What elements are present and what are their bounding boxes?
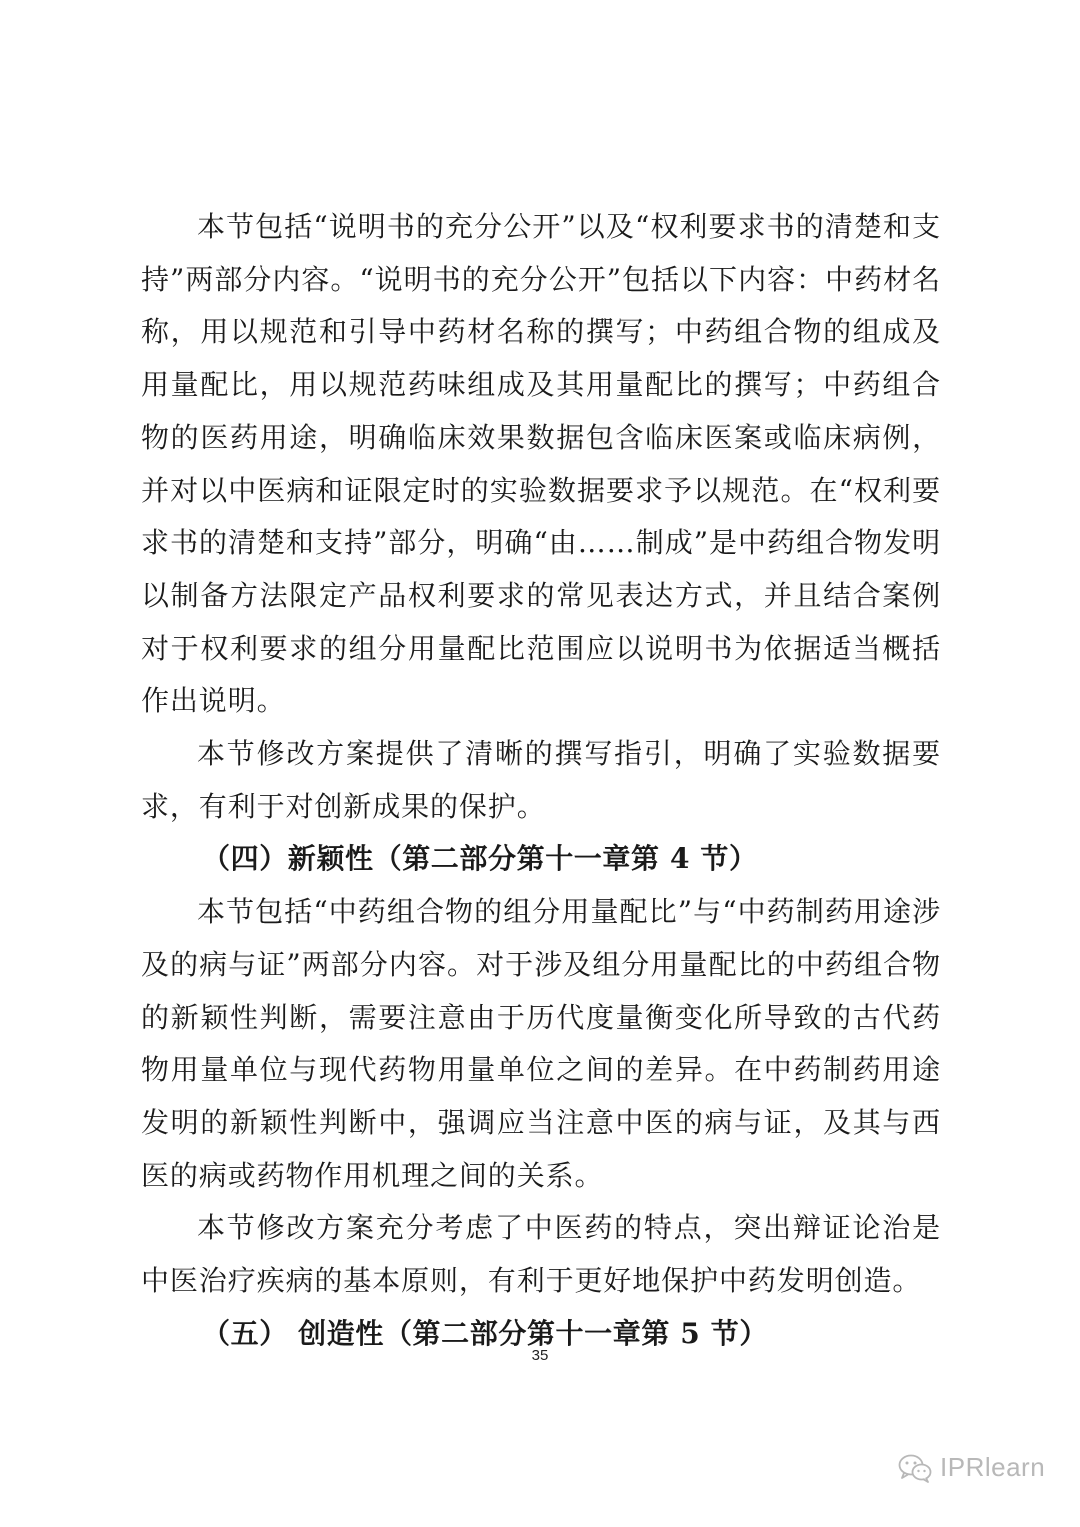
section-heading-inventiveness: （五） 创造性（第二部分第十一章第 5 节） [202, 1316, 768, 1350]
document-body [141, 201, 941, 1360]
watermark-text: IPRlearn [940, 1452, 1046, 1482]
paragraph-novelty-summary: 本节修改方案充分考虑了中医药的特点，突出辩证论治是中医治疗疾病的基本原则，有利于更好地保护中药发明创造。 [141, 1211, 941, 1298]
paragraph-novelty-scope: 本节包括“中药组合物的组分用量配比”与“中药制药用途涉及的病与证”两部分内容。对于涉及组分用量配比的中药组合物的新颖性判断，需要注意由于历代度量衡变化所导致的古代药物用量单位与现代药物用量单位之间的差异。在中药制药用途发明的新颖性判断中，强调应当注意中医的病与证，及其与西医的病或药物作用机理之间的关系。 [141, 895, 941, 1192]
section-heading-novelty: （四）新颖性（第二部分第十一章第 4 节） [202, 842, 758, 876]
paragraph-disclosure-scope: 本节包括“说明书的充分公开”以及“权利要求书的清楚和支持”两部分内容。“说明书的充分公开”包括以下内容：中药材名称，用以规范和引导中药材名称的撰写；中药组合物的组成及用量配比，用以规范药味组成及其用量配比的撰写；中药组合物的医药用途，明确临床效果数据包含临床医案或临床病例，并对以中医病和证限定时的实验数据要求予以规范。在“权利要求书的清楚和支持”部分，明确“由……制成”是中药组合物发明以制备方法限定产品权利要求的常见表达方式，并且结合案例对于权利要求的组分用量配比范围应以说明书为依据适当概括作出说明。 [141, 210, 941, 718]
watermark [898, 1452, 1045, 1483]
wechat-icon [898, 1453, 932, 1483]
page-number: 35 [531, 1347, 549, 1364]
paragraph-disclosure-summary: 本节修改方案提供了清晰的撰写指引，明确了实验数据要求，有利于对创新成果的保护。 [141, 737, 941, 823]
